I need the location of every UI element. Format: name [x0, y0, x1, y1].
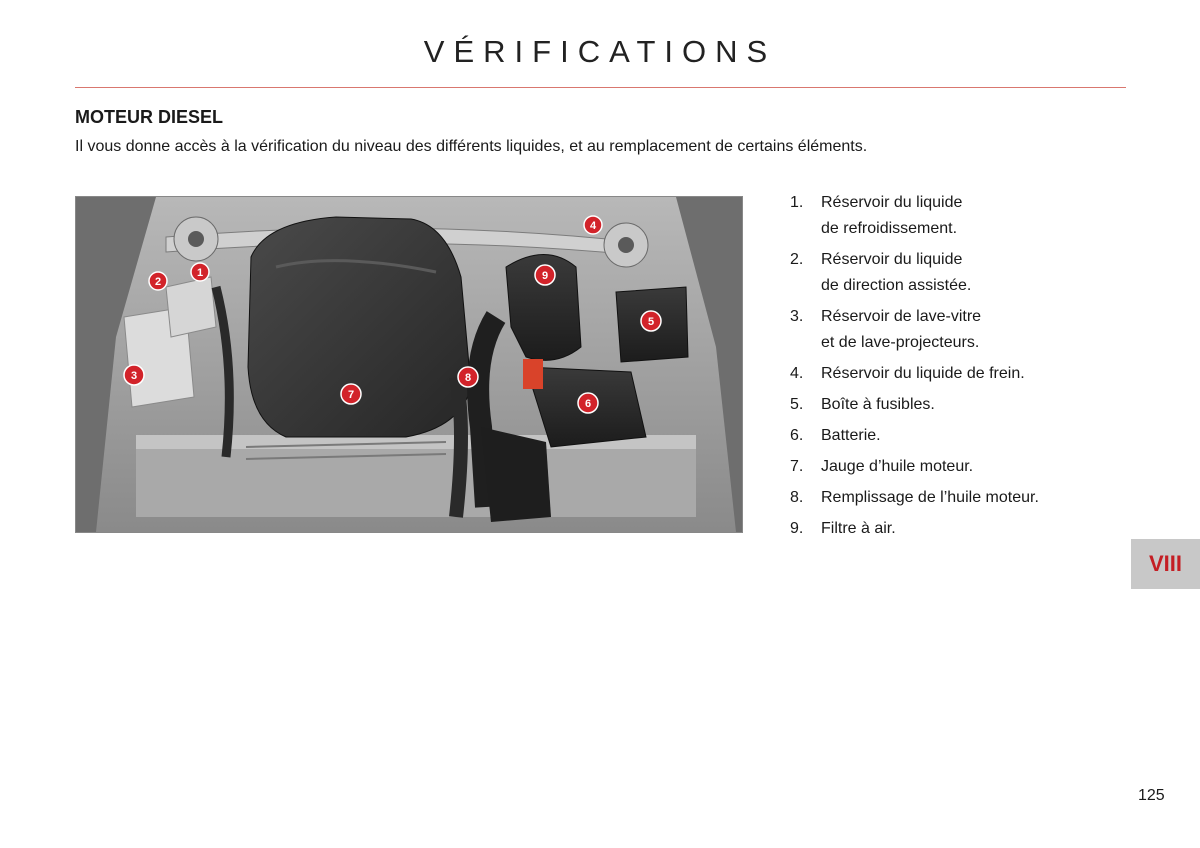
legend-item	[790, 190, 1120, 242]
callout-6-label: 6	[584, 398, 592, 410]
legend-item-number: 9.	[790, 520, 804, 537]
legend-item-number: 8.	[790, 489, 804, 506]
legend-item-number: 4.	[790, 365, 804, 382]
legend-item-line: Réservoir du liquide de frein.	[821, 365, 1025, 382]
legend-item	[790, 247, 1120, 299]
legend-item-number: 7.	[790, 458, 804, 475]
page-title: VÉRIFICATIONS	[423, 34, 777, 69]
legend-item-line: Jauge d’huile moteur.	[821, 458, 974, 475]
callout-1-label: 1	[196, 267, 204, 279]
callout-5	[641, 311, 661, 331]
callout-1	[191, 263, 209, 281]
legend-item	[790, 423, 1120, 449]
legend-item	[790, 485, 1120, 511]
legend-item-line: Réservoir de lave-vitre	[821, 308, 982, 325]
legend-item-line: Réservoir du liquide	[821, 194, 963, 211]
callout-7	[341, 384, 361, 404]
callout-3-label: 3	[130, 370, 138, 382]
engine-bay-illustration	[75, 196, 743, 533]
legend-item	[790, 454, 1120, 480]
legend-item-line: et de lave-projecteurs.	[821, 334, 980, 351]
callout-2	[149, 272, 167, 290]
legend-item-line: Réservoir du liquide	[821, 251, 963, 268]
chapter-tab[interactable]	[1131, 539, 1200, 589]
callout-9-label: 9	[541, 270, 549, 282]
page-number: 125	[1138, 787, 1165, 804]
chapter-tab-label: VIII	[1148, 551, 1182, 576]
callout-6	[578, 393, 598, 413]
legend-item-number: 2.	[790, 251, 804, 268]
legend-item-line: Boîte à fusibles.	[821, 396, 935, 413]
callout-4-label: 4	[589, 220, 597, 232]
title-divider	[75, 87, 1126, 88]
legend-item	[790, 516, 1120, 542]
component-legend	[790, 190, 1120, 547]
intro-paragraph: Il vous donne accès à la vérification du niveau des différents liquides, et au remplacement de certains éléments.	[75, 138, 868, 155]
callout-3	[124, 365, 144, 385]
callout-2-label: 2	[154, 276, 162, 288]
legend-item-line: Batterie.	[821, 427, 881, 444]
callout-4	[584, 216, 602, 234]
callout-5-label: 5	[647, 316, 655, 328]
legend-item-number: 6.	[790, 427, 804, 444]
legend-item	[790, 392, 1120, 418]
legend-item	[790, 304, 1120, 356]
legend-item-line: de direction assistée.	[821, 277, 972, 294]
section-heading: MOTEUR DIESEL	[75, 107, 224, 127]
callout-8-label: 8	[464, 372, 472, 384]
legend-item-line: Filtre à air.	[821, 520, 896, 537]
legend-item-number: 1.	[790, 194, 804, 211]
engine-bay-drawing	[76, 197, 742, 532]
legend-item-number: 5.	[790, 396, 804, 413]
callout-9	[535, 265, 555, 285]
legend-item-number: 3.	[790, 308, 804, 325]
callout-8	[458, 367, 478, 387]
legend-item-line: de refroidissement.	[821, 220, 958, 237]
legend-item-line: Remplissage de l’huile moteur.	[821, 489, 1039, 506]
callout-7-label: 7	[347, 389, 355, 401]
legend-item	[790, 361, 1120, 387]
